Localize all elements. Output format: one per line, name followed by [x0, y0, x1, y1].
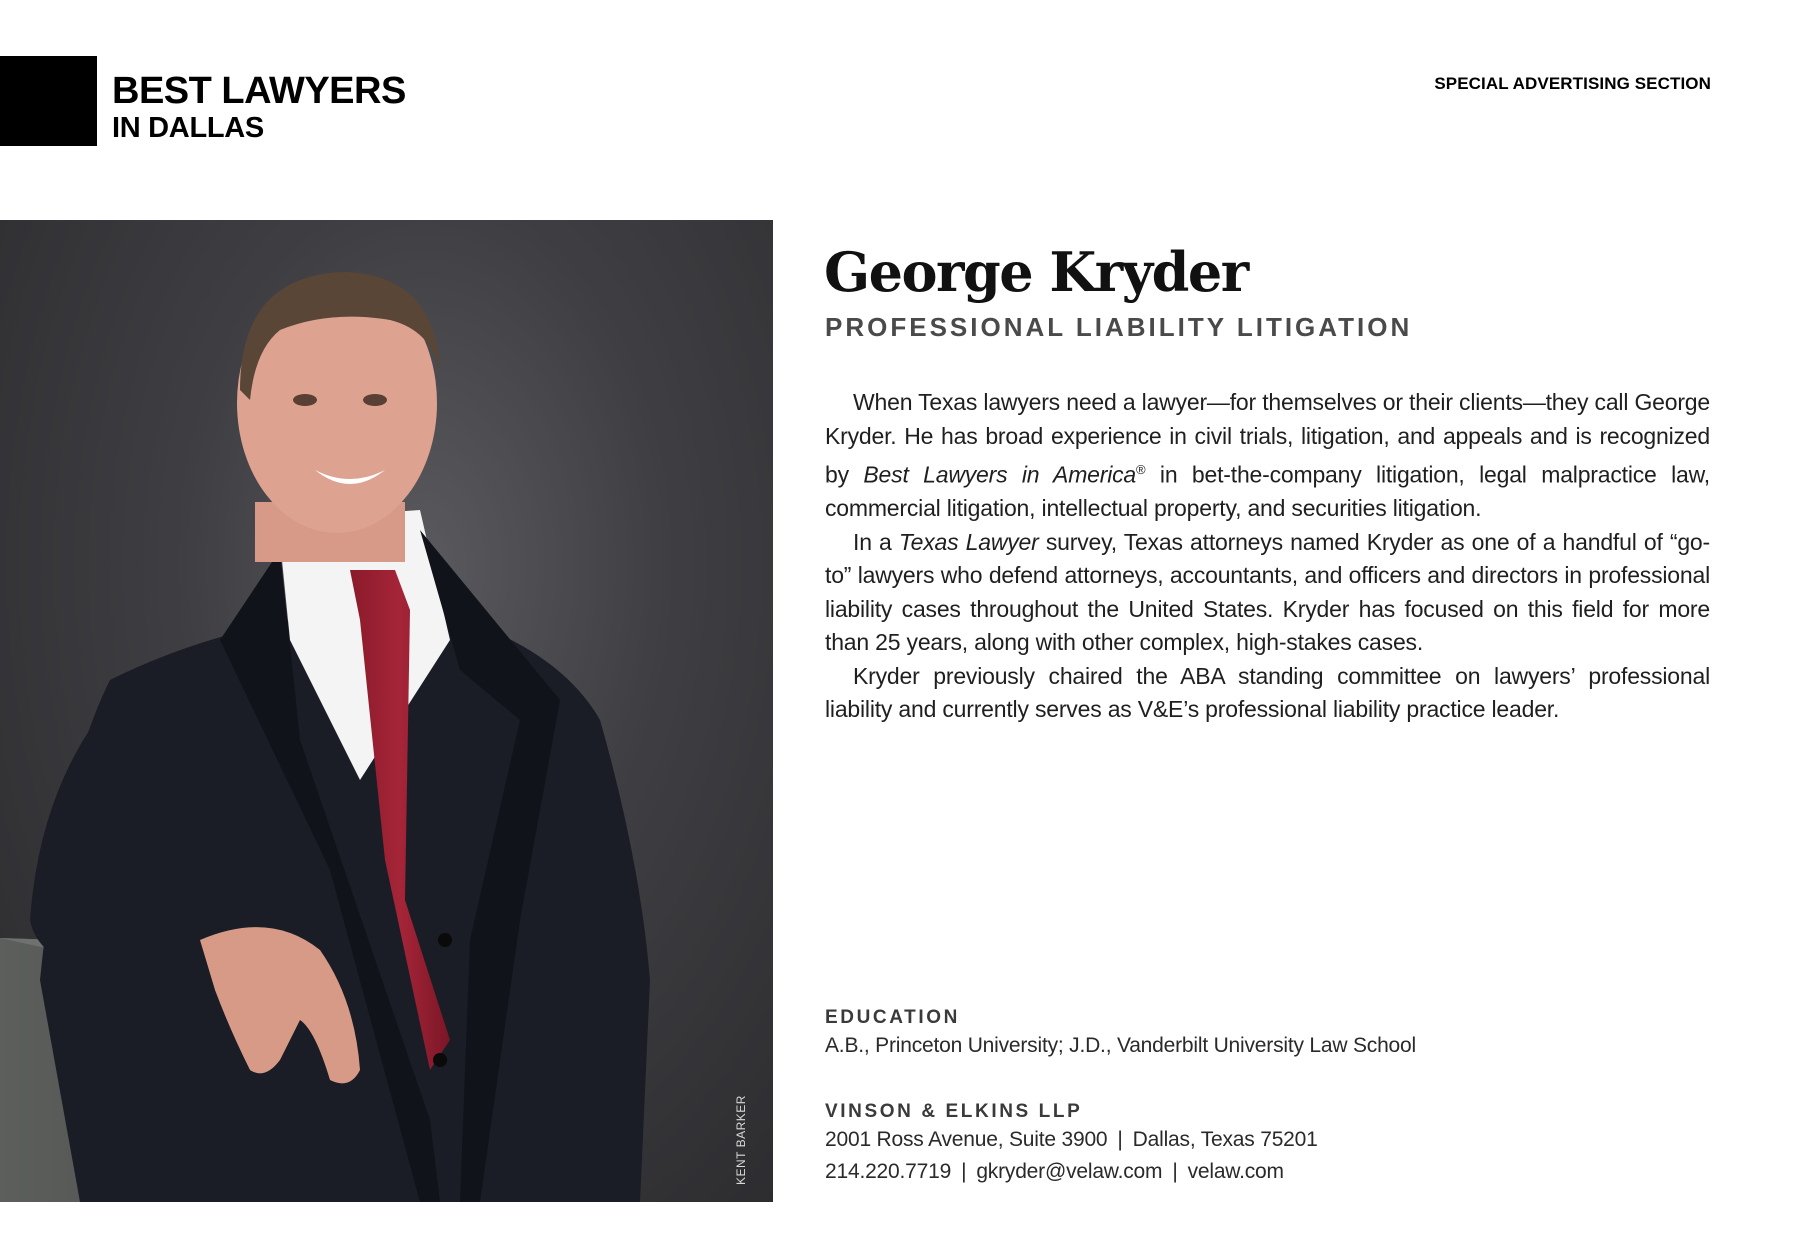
separator: |	[961, 1160, 967, 1183]
firm-phone[interactable]: 214.220.7719	[825, 1160, 952, 1183]
section-title-line1: BEST LAWYERS	[112, 70, 406, 112]
education-text: A.B., Princeton University; J.D., Vanderbilt University Law School	[825, 1034, 1416, 1057]
header-black-block	[0, 56, 97, 146]
bio-paragraph-3: Kryder previously chaired the ABA standing committee on lawyers’ professional liability and currently serves as V&E’s professional liability practice leader.	[825, 662, 1710, 723]
firm-street: 2001 Ross Avenue, Suite 3900	[825, 1128, 1108, 1151]
biography	[825, 386, 1710, 727]
firm-contact-line	[825, 1160, 1284, 1184]
firm-city: Dallas, Texas 75201	[1132, 1128, 1318, 1151]
separator: |	[1172, 1160, 1178, 1183]
firm-website[interactable]: velaw.com	[1187, 1160, 1284, 1183]
separator: |	[1117, 1128, 1123, 1151]
bio-paragraph-2	[825, 526, 1710, 660]
registered-mark: ®	[1136, 462, 1146, 477]
firm-name: VINSON & ELKINS LLP	[825, 1101, 1083, 1122]
portrait-illustration	[0, 220, 773, 1202]
portrait-photo	[0, 220, 773, 1202]
bio-text: In a	[853, 528, 899, 555]
education-label: EDUCATION	[825, 1007, 960, 1028]
special-advertising-label: SPECIAL ADVERTISING SECTION	[1434, 74, 1711, 93]
section-title	[112, 72, 406, 143]
bio-text: survey, Texas attorneys named Kryder as one of a handful of “go-to” lawyers who defend attorneys, accountants, and officers and directors in professional liability cases throughout the United States. Kryder has focused on this field for more than 25 years, along with other complex, high-stakes cases.	[825, 528, 1710, 656]
photo-credit: KENT BARKER	[734, 1095, 748, 1185]
firm-email[interactable]: gkryder@velaw.com	[976, 1160, 1163, 1183]
section-title-line2: IN DALLAS	[112, 112, 264, 144]
bio-paragraph-1	[825, 386, 1710, 526]
bio-text: When Texas lawyers need a lawyer—for themselves or their clients—they call George Kryder. He has broad experience in civil trials, litigation, and appeals and is recognized by	[825, 389, 1710, 488]
bio-emphasis: Texas Lawyer	[898, 528, 1039, 555]
lawyer-name: George Kryder	[824, 240, 1248, 304]
practice-area: PROFESSIONAL LIABILITY LITIGATION	[825, 312, 1413, 342]
bio-text: in bet-the-company litigation, legal malpractice law, commercial litigation, intellectual property, and securities litigation.	[825, 461, 1710, 522]
bio-emphasis: Best Lawyers in America	[863, 461, 1137, 488]
firm-address-line	[825, 1128, 1318, 1152]
